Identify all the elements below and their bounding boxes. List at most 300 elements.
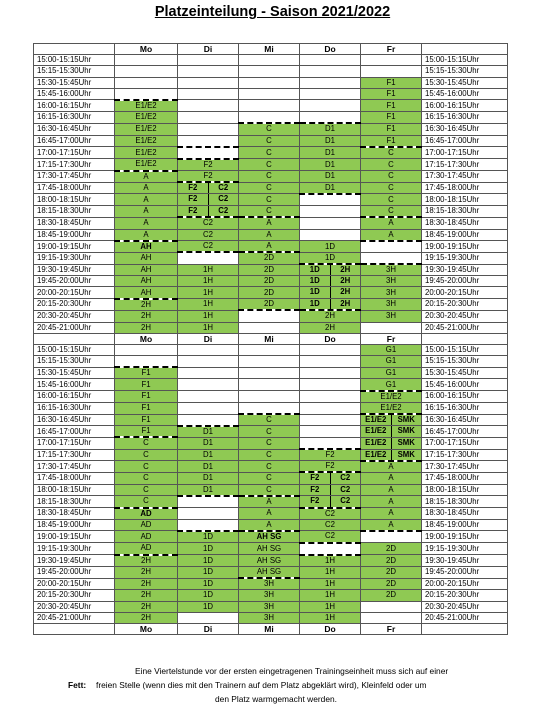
time-label-right: 20:00-20:15Uhr <box>422 287 508 299</box>
slot-mo <box>115 88 178 100</box>
slot-mo: F1 <box>115 414 178 426</box>
slot-di <box>178 519 239 531</box>
time-label-right: 19:30-19:45Uhr <box>422 264 508 276</box>
slot-mo: A <box>115 194 178 206</box>
time-label: 18:45-19:00Uhr <box>34 519 115 531</box>
slot-mo: AD <box>115 508 178 520</box>
slot-split <box>300 265 360 275</box>
slot-mo: 2H <box>115 590 178 601</box>
time-label: 18:30-18:45Uhr <box>34 217 115 229</box>
time-label-right: 17:00-17:15Uhr <box>422 147 508 159</box>
slot-mi: AH SG <box>239 531 300 543</box>
slot-do: F2 <box>300 449 361 461</box>
slot-mi: C <box>239 171 300 183</box>
time-label: 19:30-19:45Uhr <box>34 555 115 567</box>
time-label: 19:15-19:30Uhr <box>34 252 115 264</box>
table-row <box>34 77 508 88</box>
slot-mi: C <box>239 135 300 147</box>
slot-do: D1 <box>300 171 361 183</box>
time-label: 20:30-20:45Uhr <box>34 601 115 612</box>
time-label: 19:45-20:00Uhr <box>34 276 115 287</box>
slot-mo: A <box>115 182 178 194</box>
slot-do: C2 <box>300 531 361 543</box>
slot-mo: 2H <box>115 310 178 322</box>
slot-mo: C <box>115 484 178 496</box>
slot-do <box>300 344 361 355</box>
table-row <box>34 206 508 218</box>
slot-mi: C <box>239 449 300 461</box>
slot-mo: 2H <box>115 566 178 578</box>
slot-mi: C <box>239 159 300 171</box>
slot-mo: A <box>115 229 178 241</box>
slot-di: 1H <box>178 276 239 287</box>
day-header-mi: Mi <box>239 623 300 634</box>
slot-mo: A <box>115 171 178 183</box>
slot-mo <box>115 77 178 88</box>
time-label: 17:45-18:00Uhr <box>34 472 115 484</box>
slot-do: 2H <box>300 322 361 333</box>
slot-mi: A <box>239 217 300 229</box>
table-row <box>34 356 508 368</box>
time-label: 18:30-18:45Uhr <box>34 508 115 520</box>
slot-di <box>178 391 239 403</box>
slot-mo: AD <box>115 519 178 531</box>
slot-part-a: E1/E2 <box>365 449 387 459</box>
slot-fr: E1/E2 <box>361 391 422 403</box>
table-row <box>34 100 508 112</box>
slot-do <box>300 100 361 112</box>
slot-mo: F1 <box>115 367 178 379</box>
slot-di <box>178 77 239 88</box>
day-header-mo: Mo <box>115 623 178 634</box>
slot-part-a: F2 <box>310 484 320 494</box>
slot-fr <box>361 601 422 612</box>
time-label: 20:30-20:45Uhr <box>34 310 115 322</box>
time-label-right: 18:30-18:45Uhr <box>422 508 508 520</box>
slot-mi <box>239 66 300 77</box>
slot-mi: C <box>239 437 300 449</box>
slot-mo: E1/E2 <box>115 147 178 159</box>
time-label-right: 19:45-20:00Uhr <box>422 276 508 287</box>
time-label-right: 20:45-21:00Uhr <box>422 612 508 623</box>
table-row <box>34 135 508 147</box>
slot-mi: C <box>239 472 300 484</box>
slot-di: C2 <box>178 217 239 229</box>
slot-fr <box>361 322 422 333</box>
time-label-right: 17:45-18:00Uhr <box>422 472 508 484</box>
time-label: 17:00-17:15Uhr <box>34 147 115 159</box>
slot-mo: 2H <box>115 601 178 612</box>
slot-fr: A <box>361 472 422 484</box>
time-label-right: 16:45-17:00Uhr <box>422 135 508 147</box>
slot-mo: E1/E2 <box>115 159 178 171</box>
table-row <box>34 112 508 124</box>
slot-fr: 2D <box>361 543 422 555</box>
slot-do <box>300 55 361 66</box>
slot-do <box>300 472 361 484</box>
slot-split <box>300 473 360 483</box>
table-row <box>34 543 508 555</box>
table-row <box>34 147 508 159</box>
slot-di: 1D <box>178 531 239 543</box>
slot-mi: A <box>239 229 300 241</box>
time-label-right: 20:45-21:00Uhr <box>422 322 508 333</box>
time-label-right: 18:00-18:15Uhr <box>422 484 508 496</box>
slot-mi <box>239 379 300 391</box>
slot-mo: A <box>115 206 178 218</box>
table-row <box>34 414 508 426</box>
slot-mo <box>115 66 178 77</box>
time-label-right: 18:45-19:00Uhr <box>422 229 508 241</box>
slot-di: 1D <box>178 578 239 590</box>
slot-fr: 2D <box>361 566 422 578</box>
slot-di <box>178 100 239 112</box>
day-header-mi: Mi <box>239 44 300 55</box>
day-header-fr: Fr <box>361 333 422 344</box>
slot-di <box>178 206 239 218</box>
slot-fr: A <box>361 229 422 241</box>
slot-mo: 2H <box>115 322 178 333</box>
time-label: 15:15-15:30Uhr <box>34 356 115 368</box>
slot-mi: AH SG <box>239 566 300 578</box>
time-label-right: 19:45-20:00Uhr <box>422 566 508 578</box>
slot-mo: AH <box>115 264 178 276</box>
page-title: Platzeinteilung - Saison 2021/2022 <box>154 4 391 20</box>
time-label-right: 18:45-19:00Uhr <box>422 519 508 531</box>
table-row <box>34 426 508 438</box>
slot-mi: 3H <box>239 590 300 601</box>
slot-di: 1H <box>178 299 239 311</box>
time-label-right: 15:45-16:00Uhr <box>422 379 508 391</box>
time-label-right: 15:30-15:45Uhr <box>422 367 508 379</box>
table-row <box>34 437 508 449</box>
slot-di <box>178 612 239 623</box>
slot-di <box>178 123 239 135</box>
slot-di: 1D <box>178 543 239 555</box>
slot-fr: G1 <box>361 367 422 379</box>
time-label: 16:15-16:30Uhr <box>34 112 115 124</box>
slot-part-b: 2H <box>330 287 361 298</box>
slot-mo <box>115 344 178 355</box>
slot-do: 1H <box>300 590 361 601</box>
slot-part-a: 1D <box>309 276 320 286</box>
slot-mi <box>239 100 300 112</box>
time-label-right: 15:15-15:30Uhr <box>422 66 508 77</box>
slot-split <box>178 206 238 216</box>
slot-di <box>178 147 239 159</box>
slot-mi: A <box>239 496 300 508</box>
slot-mo: E1/E2 <box>115 112 178 124</box>
slot-part-a: F2 <box>188 183 198 193</box>
time-label-right: 17:15-17:30Uhr <box>422 159 508 171</box>
time-label: 15:15-15:30Uhr <box>34 66 115 77</box>
table-row <box>34 472 508 484</box>
slot-do: 1H <box>300 601 361 612</box>
table-row <box>34 322 508 333</box>
time-label: 16:30-16:45Uhr <box>34 414 115 426</box>
slot-mi: A <box>239 508 300 520</box>
time-label: 20:00-20:15Uhr <box>34 578 115 590</box>
slot-part-a: E1/E2 <box>365 415 387 424</box>
header-blank <box>34 623 115 634</box>
slot-fr: G1 <box>361 344 422 355</box>
slot-mi: A <box>239 241 300 253</box>
slot-fr <box>361 414 422 426</box>
table-row <box>34 601 508 612</box>
slot-mo: AH <box>115 287 178 299</box>
slot-mo: C <box>115 461 178 473</box>
time-label-right: 17:30-17:45Uhr <box>422 171 508 183</box>
table-row <box>34 590 508 601</box>
slot-fr: E1/E2 <box>361 402 422 414</box>
slot-fr: C <box>361 147 422 159</box>
slot-do: 1D <box>300 252 361 264</box>
slot-do: C2 <box>300 508 361 520</box>
time-label: 19:45-20:00Uhr <box>34 566 115 578</box>
time-label-right: 19:15-19:30Uhr <box>422 252 508 264</box>
slot-fr: F1 <box>361 77 422 88</box>
time-label-right: 18:30-18:45Uhr <box>422 217 508 229</box>
slot-split <box>361 426 421 437</box>
slot-fr: 3H <box>361 276 422 287</box>
slot-mi: 2D <box>239 299 300 311</box>
slot-part-b: C2 <box>208 206 239 216</box>
footnote-line-3: den Platz warmgemacht werden. <box>215 694 337 704</box>
slot-di: F2 <box>178 171 239 183</box>
slot-part-b: SMK <box>391 426 422 437</box>
time-label: 15:30-15:45Uhr <box>34 367 115 379</box>
slot-do <box>300 276 361 287</box>
time-label-right: 18:15-18:30Uhr <box>422 496 508 508</box>
slot-fr: F1 <box>361 123 422 135</box>
slot-fr <box>361 437 422 449</box>
slot-fr: 2D <box>361 578 422 590</box>
footnote-line-1: Eine Viertelstunde vor der ersten eingetragenen Trainingseinheit muss sich auf einer <box>135 666 449 676</box>
time-label: 15:45-16:00Uhr <box>34 88 115 100</box>
time-label: 17:15-17:30Uhr <box>34 159 115 171</box>
slot-mi <box>239 322 300 333</box>
slot-mi: 2D <box>239 287 300 299</box>
slot-mi: 3H <box>239 578 300 590</box>
slot-do: F2 <box>300 461 361 473</box>
slot-do <box>300 484 361 496</box>
header-blank <box>422 333 508 344</box>
slot-fr <box>361 252 422 264</box>
slot-part-b: C2 <box>208 194 239 205</box>
slot-do: D1 <box>300 147 361 159</box>
table-row <box>34 402 508 414</box>
time-label: 20:45-21:00Uhr <box>34 322 115 333</box>
slot-di <box>178 112 239 124</box>
time-label: 19:00-19:15Uhr <box>34 531 115 543</box>
slot-mo: 2H <box>115 578 178 590</box>
time-label-right: 16:00-16:15Uhr <box>422 100 508 112</box>
slot-di <box>178 367 239 379</box>
slot-mo: F1 <box>115 426 178 438</box>
day-header-mo: Mo <box>115 333 178 344</box>
day-header-mi: Mi <box>239 333 300 344</box>
slot-mi <box>239 77 300 88</box>
slot-mi: C <box>239 206 300 218</box>
slot-di <box>178 508 239 520</box>
slot-di: 1D <box>178 590 239 601</box>
day-header-mo: Mo <box>115 44 178 55</box>
time-label: 16:00-16:15Uhr <box>34 391 115 403</box>
table-row <box>34 182 508 194</box>
day-header-di: Di <box>178 44 239 55</box>
slot-di: C2 <box>178 241 239 253</box>
slot-part-a: 1D <box>309 299 320 309</box>
slot-mo: AH <box>115 252 178 264</box>
table-row <box>34 531 508 543</box>
slot-fr: A <box>361 217 422 229</box>
slot-split <box>361 450 421 460</box>
day-header-do: Do <box>300 333 361 344</box>
slot-do: D1 <box>300 159 361 171</box>
slot-part-a: 1D <box>309 287 320 297</box>
slot-di: 1D <box>178 555 239 567</box>
slot-do: C2 <box>300 519 361 531</box>
slot-di: D1 <box>178 484 239 496</box>
table-row <box>34 264 508 276</box>
slot-fr: C <box>361 206 422 218</box>
time-label: 18:45-19:00Uhr <box>34 229 115 241</box>
slot-di <box>178 182 239 194</box>
slot-di <box>178 496 239 508</box>
table-row <box>34 276 508 287</box>
slot-split <box>361 438 421 449</box>
slot-part-a: 1D <box>309 265 320 275</box>
table-row <box>34 299 508 311</box>
slot-di: D1 <box>178 449 239 461</box>
slot-di <box>178 66 239 77</box>
slot-mi: 3H <box>239 601 300 612</box>
slot-mo: E1/E2 <box>115 135 178 147</box>
slot-mo: E1/E2 <box>115 100 178 112</box>
slot-mi: AH SG <box>239 543 300 555</box>
slot-mo: AH <box>115 241 178 253</box>
time-label-right: 15:15-15:30Uhr <box>422 356 508 368</box>
time-label: 20:15-20:30Uhr <box>34 590 115 601</box>
time-label: 16:45-17:00Uhr <box>34 135 115 147</box>
slot-do <box>300 356 361 368</box>
slot-do <box>300 402 361 414</box>
day-header-di: Di <box>178 623 239 634</box>
slot-mi: C <box>239 194 300 206</box>
table-row <box>34 55 508 66</box>
schedule-table <box>33 43 508 635</box>
time-label: 18:00-18:15Uhr <box>34 484 115 496</box>
slot-di: F2 <box>178 159 239 171</box>
slot-split <box>178 194 238 205</box>
slot-do <box>300 88 361 100</box>
slot-fr: A <box>361 496 422 508</box>
slot-do <box>300 112 361 124</box>
slot-do <box>300 264 361 276</box>
slot-do <box>300 287 361 299</box>
time-label-right: 20:15-20:30Uhr <box>422 590 508 601</box>
slot-di: 1D <box>178 601 239 612</box>
slot-fr: F1 <box>361 100 422 112</box>
table-row <box>34 612 508 623</box>
header-blank <box>34 333 115 344</box>
slot-fr: 2D <box>361 590 422 601</box>
slot-di <box>178 88 239 100</box>
slot-part-a: E1/E2 <box>365 426 387 436</box>
day-header-row <box>34 44 508 55</box>
time-label-right: 18:00-18:15Uhr <box>422 194 508 206</box>
slot-part-b: C2 <box>208 183 239 193</box>
slot-fr: A <box>361 461 422 473</box>
table-row <box>34 508 508 520</box>
slot-mi: 2D <box>239 252 300 264</box>
slot-di: 1H <box>178 322 239 333</box>
table-row <box>34 217 508 229</box>
slot-do <box>300 77 361 88</box>
slot-mo <box>115 356 178 368</box>
table-row <box>34 66 508 77</box>
slot-mi: C <box>239 426 300 438</box>
slot-part-b: C2 <box>330 485 361 496</box>
table-row <box>34 449 508 461</box>
time-label: 17:15-17:30Uhr <box>34 449 115 461</box>
footnote-line-2 <box>0 678 545 692</box>
table-row <box>34 287 508 299</box>
slot-di: D1 <box>178 437 239 449</box>
slot-di: 1H <box>178 287 239 299</box>
slot-di: 1H <box>178 264 239 276</box>
slot-di <box>178 402 239 414</box>
slot-mi: C <box>239 182 300 194</box>
slot-do: D1 <box>300 123 361 135</box>
table-row <box>34 555 508 567</box>
slot-mo: F1 <box>115 391 178 403</box>
table-row <box>34 578 508 590</box>
table-row <box>34 88 508 100</box>
time-label-right: 16:30-16:45Uhr <box>422 123 508 135</box>
time-label: 16:30-16:45Uhr <box>34 123 115 135</box>
slot-part-b: C2 <box>330 496 361 506</box>
slot-mi: 2D <box>239 264 300 276</box>
slot-mo: C <box>115 437 178 449</box>
slot-do <box>300 66 361 77</box>
slot-mo: F1 <box>115 402 178 414</box>
slot-mi <box>239 310 300 322</box>
slot-fr: F1 <box>361 135 422 147</box>
slot-split <box>178 183 238 193</box>
table-row <box>34 123 508 135</box>
slot-part-b: SMK <box>391 415 422 425</box>
slot-split <box>300 276 360 286</box>
slot-do <box>300 391 361 403</box>
time-label: 17:45-18:00Uhr <box>34 182 115 194</box>
slot-fr: 3H <box>361 287 422 299</box>
time-label-right: 15:00-15:15Uhr <box>422 344 508 355</box>
day-header-row <box>34 623 508 634</box>
slot-di: 1H <box>178 310 239 322</box>
time-label: 15:30-15:45Uhr <box>34 77 115 88</box>
slot-part-a: F2 <box>188 194 198 204</box>
day-header-do: Do <box>300 623 361 634</box>
slot-do <box>300 426 361 438</box>
slot-mi: C <box>239 461 300 473</box>
time-label: 16:15-16:30Uhr <box>34 402 115 414</box>
time-label-right: 15:30-15:45Uhr <box>422 77 508 88</box>
slot-part-a: F2 <box>188 206 198 216</box>
footnote-text: freien Stelle (wenn dies mit den Trainern auf dem Platz abgeklärt wird), Kleinfeld oder um <box>96 680 427 690</box>
slot-di <box>178 414 239 426</box>
slot-do <box>300 194 361 206</box>
